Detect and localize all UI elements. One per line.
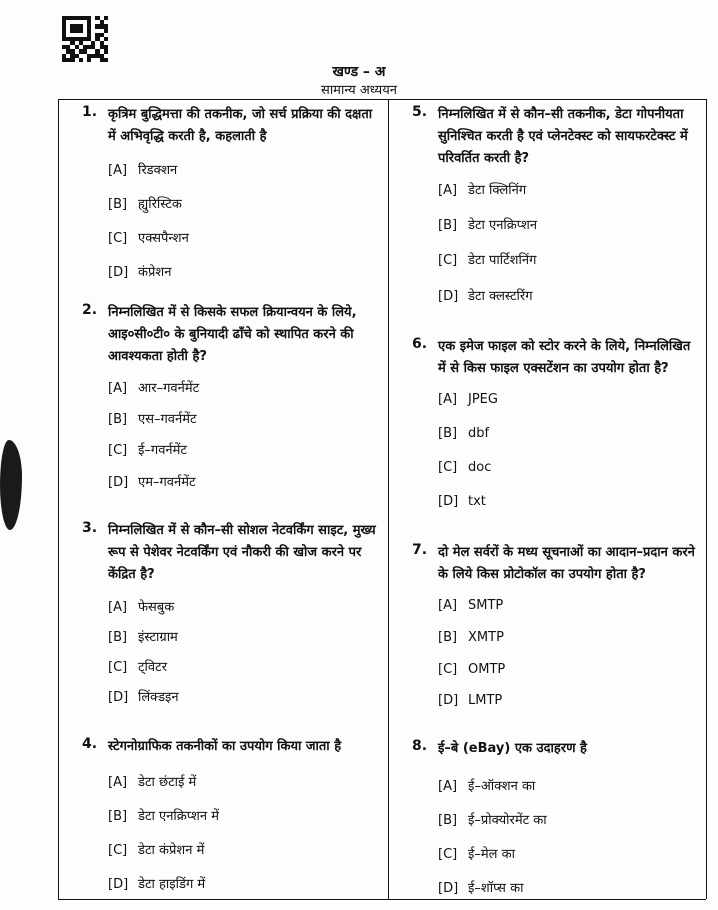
option-a[interactable]	[438, 392, 498, 407]
option-a[interactable]	[108, 597, 174, 615]
option-text: OMTP	[468, 662, 506, 677]
option-label: [D]	[438, 494, 459, 509]
option-d[interactable]	[438, 286, 533, 304]
question-text: निम्नलिखित में से कौन–सी तकनीक, डेटा गोपनीयता सुनिश्चित करती है एवं प्लेनटेक्स्ट को सायफरटेक्स्ट में परिवर्तित करती है?	[438, 107, 688, 166]
option-text: ह्युरिस्टिक	[138, 197, 182, 212]
option-d[interactable]	[108, 874, 205, 892]
column-divider	[388, 99, 389, 899]
option-label: [A]	[438, 392, 458, 407]
option-text: इंस्टाग्राम	[138, 630, 178, 645]
option-label: [B]	[438, 218, 458, 233]
option-label: [D]	[438, 881, 459, 896]
option-text: फेसबुक	[138, 600, 175, 615]
option-text: एक्सपैन्शन	[138, 231, 189, 246]
option-c[interactable]	[438, 460, 491, 475]
question-number: 7.	[412, 542, 428, 558]
option-c[interactable]	[108, 440, 187, 458]
option-text: डेटा कंप्रेशन में	[138, 843, 205, 858]
left-column	[66, 104, 382, 894]
option-d[interactable]	[108, 472, 196, 490]
option-label: [B]	[108, 412, 128, 427]
option-d[interactable]	[108, 262, 171, 280]
option-b[interactable]	[108, 627, 178, 645]
question-number: 8.	[412, 738, 428, 754]
right-column	[396, 104, 702, 894]
option-label: [C]	[438, 460, 458, 475]
option-label: [C]	[438, 253, 458, 268]
question-number: 2.	[82, 302, 98, 318]
option-text: ई–मेल का	[468, 847, 515, 862]
option-label: [A]	[108, 775, 128, 790]
option-text: ई–प्रोक्योरमेंट का	[468, 813, 547, 828]
option-text: कंप्रेशन	[138, 265, 172, 280]
question-text: निम्नलिखित में से कौन–सी सोशल नेटवर्किंग साइट, मुख्य रूप से पेशेवर नेटवर्किंग एवं नौकरी की खोज करने पर केंद्रित है?	[108, 523, 376, 582]
option-a[interactable]	[438, 598, 503, 613]
option-text: JPEG	[468, 392, 498, 407]
option-label: [C]	[438, 662, 458, 677]
option-d[interactable]	[438, 494, 486, 509]
question-number: 4.	[82, 736, 98, 752]
option-text: ई–ऑक्शन का	[468, 779, 536, 794]
option-label: [B]	[108, 197, 128, 212]
option-text: dbf	[468, 426, 490, 441]
option-b[interactable]	[438, 810, 547, 828]
frame-left-border	[58, 99, 59, 899]
option-label: [A]	[438, 183, 458, 198]
option-label: [A]	[438, 598, 458, 613]
option-a[interactable]	[438, 776, 535, 794]
question-text: कृत्रिम बुद्धिमत्ता की तकनीक, जो सर्च प्रक्रिया की दक्षता में अभिवृद्धि करती है, कहलाती है	[108, 107, 373, 144]
question-text: ई–बे (eBay) एक उदाहरण है	[438, 741, 587, 756]
option-text: SMTP	[468, 598, 504, 613]
option-c[interactable]	[438, 250, 536, 268]
option-label: [D]	[108, 265, 129, 280]
option-d[interactable]	[438, 693, 502, 708]
option-a[interactable]	[108, 772, 196, 790]
option-label: [C]	[108, 843, 128, 858]
option-label: [D]	[108, 475, 129, 490]
option-a[interactable]	[108, 160, 177, 178]
question-text: दो मेल सर्वरों के मध्य सूचनाओं का आदान–प्रदान करने के लिये किस प्रोटोकॉल का उपयोग होता है?	[438, 545, 695, 582]
option-label: [B]	[108, 809, 128, 824]
qr-code-icon	[62, 16, 108, 62]
option-label: [B]	[438, 813, 458, 828]
option-b[interactable]	[108, 806, 219, 824]
option-text: डेटा छंटाई में	[138, 775, 197, 790]
question-text: एक इमेज फाइल को स्टोर करने के लिये, निम्नलिखित में से किस फाइल एक्सटेंशन का उपयोग होता है?	[438, 339, 691, 376]
option-text: आर–गवर्नमेंट	[138, 381, 200, 396]
header-rule	[58, 99, 706, 100]
option-text: डेटा एनक्रिप्शन में	[138, 809, 219, 824]
option-text: LMTP	[468, 693, 503, 708]
option-b[interactable]	[108, 409, 197, 427]
option-c[interactable]	[438, 662, 505, 677]
option-b[interactable]	[108, 194, 182, 212]
option-d[interactable]	[108, 687, 179, 705]
question-text: निम्नलिखित में से किसके सफल क्रियान्वयन के लिये, आइ०सी०टी० के बुनियादी ढाँचे को स्थापित करने की आवश्यकता होती है?	[108, 305, 357, 364]
option-c[interactable]	[108, 228, 189, 246]
option-text: XMTP	[468, 630, 504, 645]
option-label: [A]	[108, 163, 128, 178]
option-label: [A]	[108, 381, 128, 396]
option-text: एस–गवर्नमेंट	[138, 412, 197, 427]
option-c[interactable]	[108, 657, 167, 675]
option-text: ई–शॉप्स का	[468, 881, 524, 896]
option-label: [D]	[438, 289, 459, 304]
option-d[interactable]	[438, 878, 523, 896]
section-subject: सामान्य अध्ययन	[321, 83, 397, 98]
option-text: doc	[468, 460, 492, 475]
option-text: लिंक्डइन	[138, 690, 179, 705]
option-text: डेटा एनक्रिप्शन	[468, 218, 538, 233]
option-label: [C]	[108, 231, 128, 246]
option-b[interactable]	[438, 215, 537, 233]
question-text: स्टेगनोग्राफिक तकनीकों का उपयोग किया जाता है	[108, 739, 342, 754]
section-title: खण्ड – अ	[332, 64, 386, 80]
ink-blot	[0, 440, 22, 530]
option-label: [C]	[438, 847, 458, 862]
option-text: डेटा हाइडिंग में	[138, 877, 206, 892]
option-a[interactable]	[438, 180, 526, 198]
option-text: डेटा क्लस्टरिंग	[468, 289, 533, 304]
option-c[interactable]	[108, 840, 204, 858]
option-label: [A]	[108, 600, 128, 615]
option-label: [D]	[108, 877, 129, 892]
question-number: 6.	[412, 336, 428, 352]
option-text: txt	[468, 494, 486, 509]
option-label: [C]	[108, 443, 128, 458]
option-label: [B]	[438, 630, 458, 645]
option-label: [B]	[108, 630, 128, 645]
question-number: 5.	[412, 104, 428, 120]
option-text: डेटा क्लिनिंग	[468, 183, 527, 198]
option-label: [C]	[108, 660, 128, 675]
bottom-rule	[58, 899, 706, 900]
option-text: डेटा पार्टिशनिंग	[468, 253, 537, 268]
option-a[interactable]	[108, 378, 199, 396]
option-b[interactable]	[438, 630, 504, 645]
frame-right-border	[706, 99, 707, 899]
option-c[interactable]	[438, 844, 515, 862]
option-label: [B]	[438, 426, 458, 441]
option-text: ट्विटर	[138, 660, 168, 675]
option-label: [A]	[438, 779, 458, 794]
option-b[interactable]	[438, 426, 489, 441]
option-text: एम–गवर्नमेंट	[138, 475, 196, 490]
option-label: [D]	[438, 693, 459, 708]
question-number: 3.	[82, 520, 98, 536]
option-text: ई–गवर्नमेंट	[138, 443, 187, 458]
question-number: 1.	[82, 104, 98, 120]
option-text: रिडक्शन	[138, 163, 178, 178]
option-label: [D]	[108, 690, 129, 705]
